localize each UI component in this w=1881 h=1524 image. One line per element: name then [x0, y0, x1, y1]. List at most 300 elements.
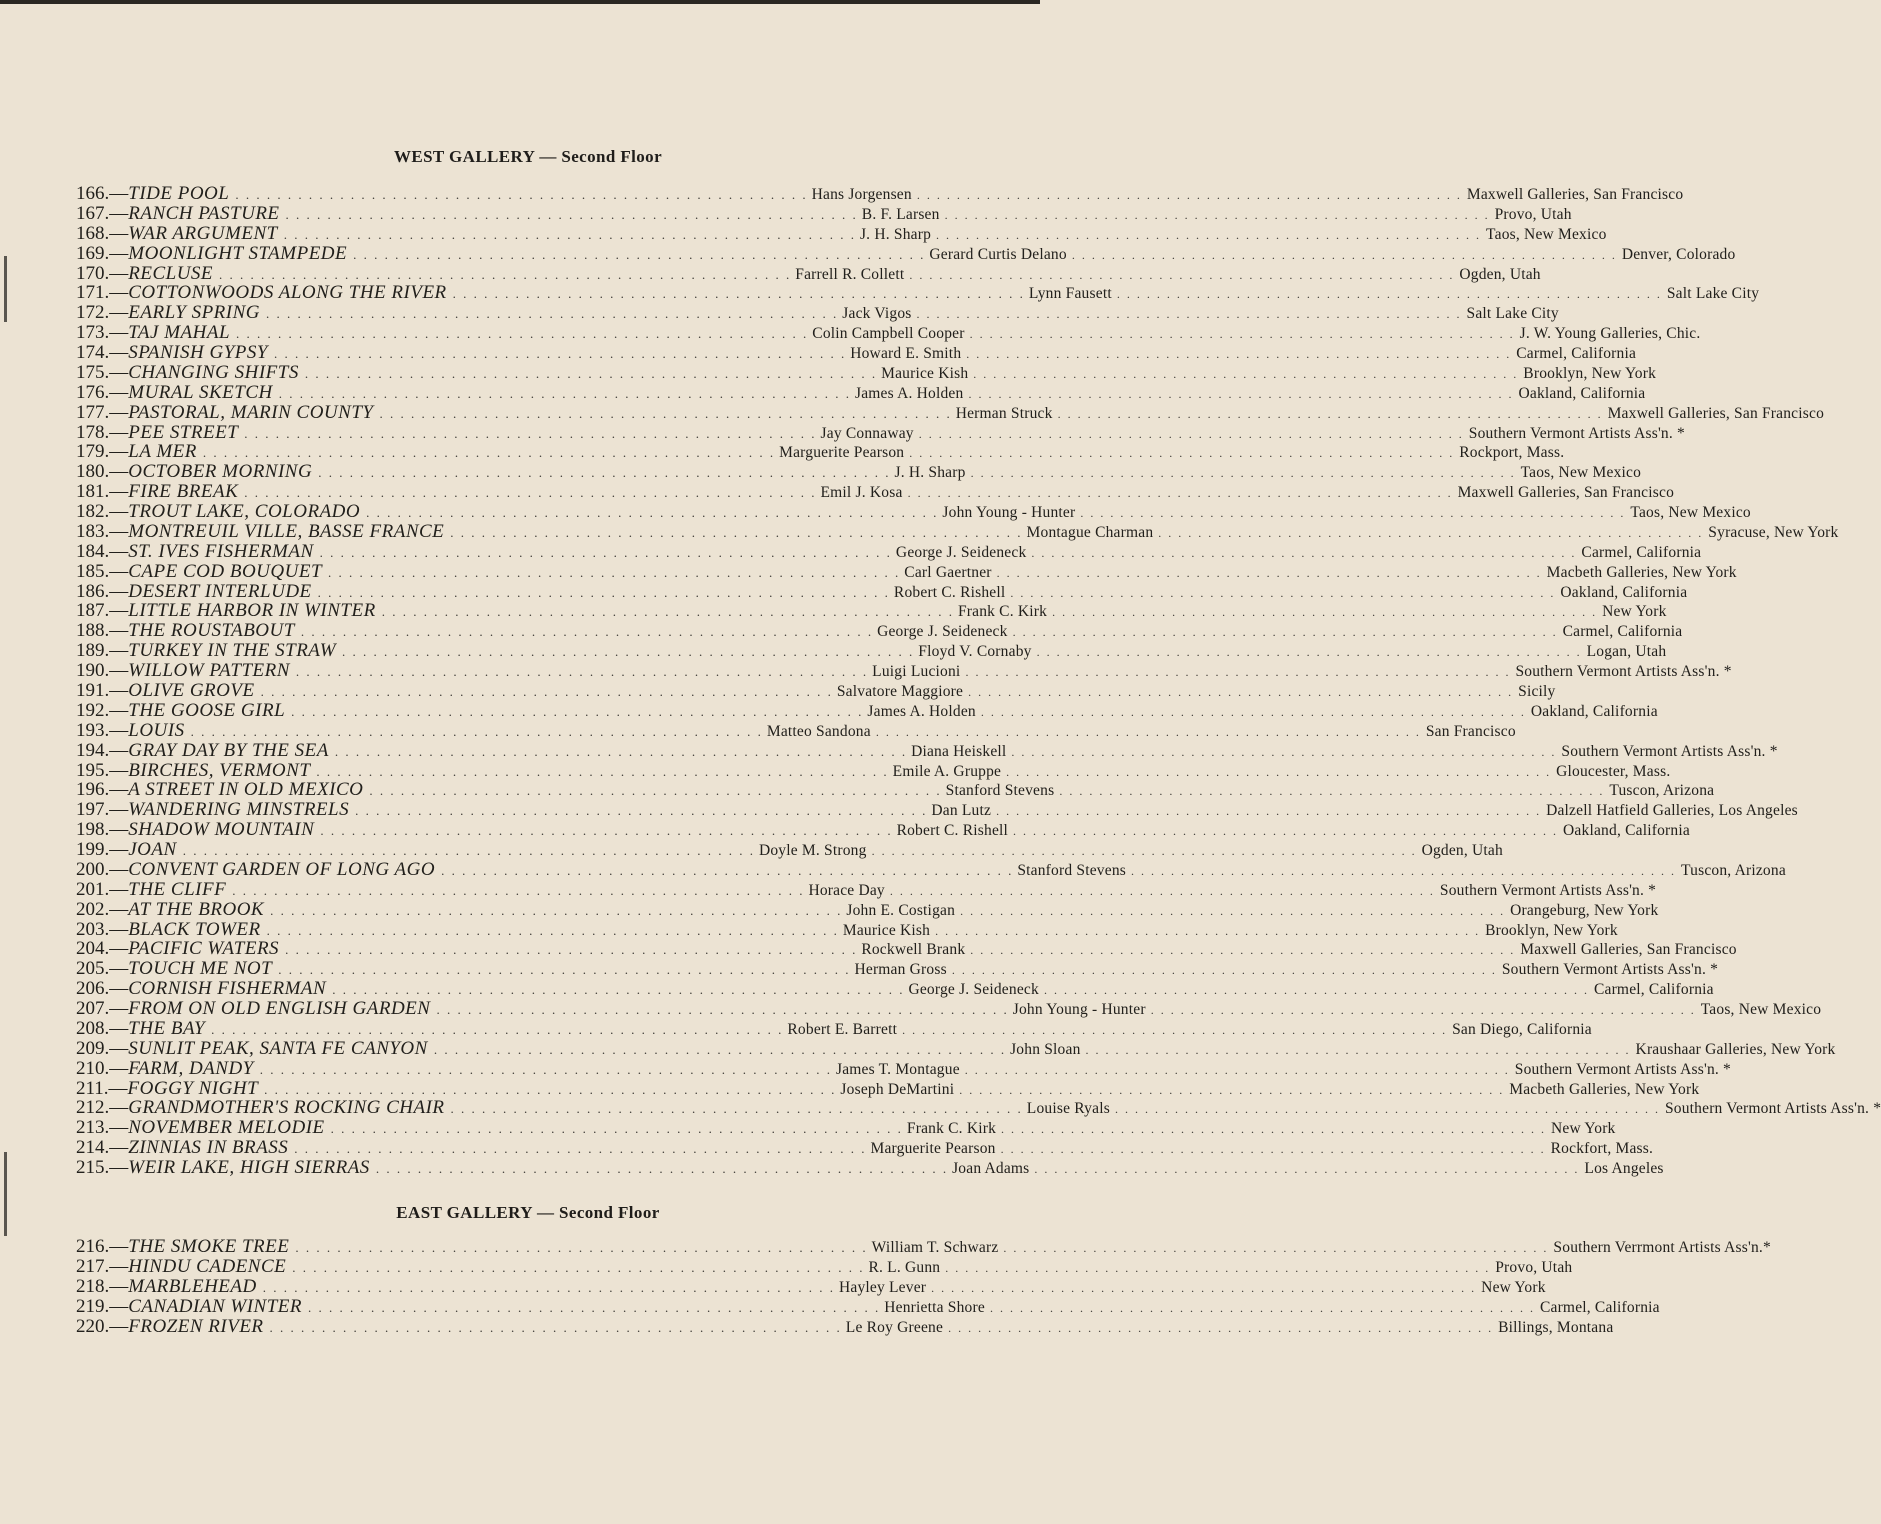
catalog-entry [76, 322, 1701, 344]
artist-location [779, 444, 1565, 462]
artist-name: Marguerite Pearson [779, 444, 905, 462]
leader-dots: . . . . . . . . . . . . . . . . . . . . . . . . . . . . . . . . . . . . . . . . . . . . . . . . . . . . . . . [295, 664, 869, 680]
artwork-title: WILLOW PATTERN [128, 660, 290, 682]
leader-dots: . . . . . . . . . . . . . . . . . . . . . . . . . . . . . . . . . . . . . . . . . . . . . . . . . . . . . . . [182, 843, 755, 859]
artwork-title: FROM ON OLD ENGLISH GARDEN [128, 998, 431, 1020]
leader-dots: . . . . . . . . . . . . . . . . . . . . . . . . . . . . . . . . . . . . . . . . . . . . . . . . . . . . . . . [1034, 1162, 1580, 1177]
artist-location-text: Dalzell Hatfield Galleries, Los Angeles [1546, 802, 1798, 820]
artwork-title: JOAN [128, 839, 177, 861]
heading-dash: — [536, 1203, 555, 1222]
artist-location-text: Brooklyn, New York [1485, 921, 1618, 939]
entry-dash: — [109, 1236, 129, 1257]
leader-dots: . . . . . . . . . . . . . . . . . . . . . . . . . . . . . . . . . . . . . . . . . . . . . . . . . . . . . . . [1057, 406, 1603, 421]
artist-location-text: San Francisco [1425, 722, 1516, 740]
entry-number: 179. [76, 441, 110, 463]
entry-dash: — [109, 839, 129, 861]
entry-number: 182. [76, 501, 110, 523]
leader-dots: . . . . . . . . . . . . . . . . . . . . . . . . . . . . . . . . . . . . . . . . . . . . . . . . . . . . . . . [353, 246, 926, 262]
leader-dots: . . . . . . . . . . . . . . . . . . . . . . . . . . . . . . . . . . . . . . . . . . . . . . . . . . . . . . . [916, 188, 1462, 202]
artist-name: Doyle M. Strong [758, 842, 867, 860]
leader-dots: . . . . . . . . . . . . . . . . . . . . . . . . . . . . . . . . . . . . . . . . . . . . . . . . . . . . . . . [369, 783, 942, 799]
catalog-entry [76, 1236, 1771, 1257]
entry-number: 168. [76, 222, 110, 244]
entry-dash: — [109, 819, 129, 841]
entry-dash: — [109, 719, 129, 741]
leader-dots: . . . . . . . . . . . . . . . . . . . . . . . . . . . . . . . . . . . . . . . . . . . . . . . . . . . . . . . [1071, 247, 1617, 262]
leader-dots: . . . . . . . . . . . . . . . . . . . . . . . . . . . . . . . . . . . . . . . . . . . . . . . . . . . . . . . [317, 584, 890, 600]
artist-location-text: Oakland, California [1518, 384, 1646, 402]
artist-location [955, 404, 1825, 423]
artwork-title: WANDERING MINSTRELS [128, 799, 350, 821]
artist-name: Salvatore Maggiore [836, 683, 964, 700]
artist-name: Jack Vigos [842, 305, 912, 323]
entry-number: 169. [76, 242, 110, 264]
entry-number: 209. [76, 1037, 110, 1059]
artist-name: John Young - Hunter [1012, 1001, 1146, 1019]
artist-name: John Sloan [1010, 1040, 1081, 1058]
leader-dots: . . . . . . . . . . . . . . . . . . . . . . . . . . . . . . . . . . . . . . . . . . . . . . . . . . . . . . . [1012, 625, 1558, 640]
leader-dots: . . . . . . . . . . . . . . . . . . . . . . . . . . . . . . . . . . . . . . . . . . . . . . . . . . . . . . . [970, 943, 1516, 958]
entry-dash: — [109, 858, 129, 880]
artist-name: Carl Gaertner [904, 563, 992, 581]
leader-dots: . . . . . . . . . . . . . . . . . . . . . . . . . . . . . . . . . . . . . . . . . . . . . . . . . . . . . . . [871, 844, 1417, 859]
catalog-entry [76, 242, 1736, 264]
leader-dots: . . . . . . . . . . . . . . . . . . . . . . . . . . . . . . . . . . . . . . . . . . . . . . . . . . . . . . . [266, 922, 839, 938]
entry-dash: — [109, 1017, 129, 1039]
entry-number: 180. [76, 461, 110, 483]
artist-name: Robert C. Rishell [893, 583, 1006, 601]
artwork-title: SHADOW MOUNTAIN [128, 819, 315, 841]
entry-number: 218. [76, 1276, 110, 1297]
artist-name: James A. Holden [867, 702, 976, 720]
artist-name: J. H. Sharp [859, 225, 932, 243]
artist-location [884, 1299, 1660, 1317]
artist-location [1026, 523, 1839, 542]
entry-number: 211. [76, 1077, 109, 1099]
artist-location [836, 683, 1556, 701]
artist-location-text: Provo, Utah [1495, 1259, 1573, 1276]
artwork-title: HINDU CADENCE [128, 1256, 287, 1277]
artist-location [868, 1259, 1573, 1277]
entry-number: 204. [76, 938, 110, 960]
leader-dots: . . . . . . . . . . . . . . . . . . . . . . . . . . . . . . . . . . . . . . . . . . . . . . . . . . . . . . . [295, 1240, 868, 1255]
artist-location-text: Oakland, California [1530, 702, 1658, 720]
artist-name: Emile A. Gruppe [892, 762, 1002, 780]
entry-number: 189. [76, 640, 110, 662]
artist-location-text: Southern Vermont Artists Ass'n. * [1664, 1100, 1881, 1118]
artist-location-text: Taos, New Mexico [1520, 464, 1642, 482]
entry-number: 187. [76, 600, 110, 622]
artist-name: Gerard Curtis Delano [929, 245, 1067, 263]
artist-name: James T. Montague [835, 1060, 960, 1078]
artwork-title: TAJ MAHAL [128, 322, 231, 344]
artist-location [861, 205, 1572, 224]
leader-dots: . . . . . . . . . . . . . . . . . . . . . . . . . . . . . . . . . . . . . . . . . . . . . . . . . . . . . . . [366, 505, 939, 521]
artwork-title: TURKEY IN THE STRAW [128, 640, 337, 662]
leader-dots: . . . . . . . . . . . . . . . . . . . . . . . . . . . . . . . . . . . . . . . . . . . . . . . . . . . . . . . [450, 1101, 1023, 1117]
catalog-entry [76, 520, 1839, 542]
artist-name: Howard E. Smith [850, 345, 962, 363]
artist-location [952, 1160, 1664, 1178]
artist-location-text: New York [1481, 1279, 1546, 1296]
artist-location-text: Macbeth Galleries, New York [1509, 1080, 1700, 1098]
artist-name: Stanford Stevens [945, 782, 1055, 800]
artist-location-text: Southern Vermont Artists Ass'n. * [1514, 1060, 1732, 1078]
catalog-entry [76, 620, 1683, 642]
artist-name: Diana Heiskell [911, 742, 1007, 760]
leader-dots: . . . . . . . . . . . . . . . . . . . . . . . . . . . . . . . . . . . . . . . . . . . . . . . . . . . . . . . [219, 266, 792, 282]
artist-name: Colin Campbell Cooper [812, 325, 965, 343]
entry-dash: — [109, 1316, 129, 1337]
entry-number: 197. [76, 799, 110, 821]
artwork-title: PASTORAL, MARIN COUNTY [128, 401, 374, 423]
artist-location-text: Taos, New Mexico [1700, 1001, 1822, 1019]
artwork-title: FOGGY NIGHT [127, 1077, 259, 1099]
entry-dash: — [109, 998, 129, 1020]
artist-location [881, 364, 1657, 383]
entry-dash: — [109, 222, 129, 244]
artist-name: Frank C. Kirk [906, 1120, 997, 1138]
artist-location-text: Southern Vermont Artists Ass'n. * [1561, 742, 1778, 760]
artist-location [906, 1120, 1616, 1138]
artist-location-text: Syracuse, New York [1708, 523, 1839, 541]
entry-dash: — [109, 441, 129, 463]
artwork-title: NOVEMBER MELODIE [128, 1117, 325, 1139]
catalog-entry [76, 680, 1556, 701]
catalog-entry [76, 878, 1657, 900]
entry-dash: — [109, 501, 129, 523]
entry-dash: — [109, 1117, 129, 1139]
artist-location-text: Denver, Colorado [1621, 245, 1736, 263]
entry-number: 196. [76, 779, 110, 801]
artist-name: George J. Seideneck [895, 543, 1027, 561]
entry-number: 205. [76, 958, 110, 980]
floor-label: Second Floor [559, 1203, 660, 1222]
entry-number: 174. [76, 342, 110, 364]
leader-dots: . . . . . . . . . . . . . . . . . . . . . . . . . . . . . . . . . . . . . . . . . . . . . . . . . . . . . . . [968, 685, 1514, 699]
entry-dash: — [109, 262, 129, 284]
artist-name: Herman Gross [854, 961, 947, 979]
artist-name: Montague Charman [1026, 523, 1154, 541]
artist-location [842, 921, 1618, 940]
catalog-entry [76, 1296, 1660, 1317]
catalog-entry [76, 739, 1778, 761]
artist-location [894, 464, 1642, 482]
catalog-entry [76, 799, 1798, 821]
artist-location-text: Orangeburg, New York [1510, 901, 1659, 919]
artist-location-text: Sicily [1518, 683, 1556, 700]
leader-dots: . . . . . . . . . . . . . . . . . . . . . . . . . . . . . . . . . . . . . . . . . . . . . . . . . . . . . . . [902, 1022, 1448, 1037]
artist-location [795, 265, 1541, 284]
entry-dash: — [109, 1137, 129, 1159]
catalog-entry [76, 660, 1732, 682]
artist-name: B. F. Larsen [861, 205, 940, 223]
entry-number: 195. [76, 759, 110, 781]
artist-name: Matteo Sandona [766, 722, 871, 740]
catalog-entry [76, 361, 1657, 383]
leader-dots: . . . . . . . . . . . . . . . . . . . . . . . . . . . . . . . . . . . . . . . . . . . . . . . . . . . . . . . [270, 902, 843, 918]
artist-location-text: Southern Vermont Artists Ass'n. * [1501, 961, 1719, 979]
leader-dots: . . . . . . . . . . . . . . . . . . . . . . . . . . . . . . . . . . . . . . . . . . . . . . . . . . . . . . . [236, 326, 809, 342]
leader-dots: . . . . . . . . . . . . . . . . . . . . . . . . . . . . . . . . . . . . . . . . . . . . . . . . . . . . . . . [264, 1081, 837, 1097]
leader-dots: . . . . . . . . . . . . . . . . . . . . . . . . . . . . . . . . . . . . . . . . . . . . . . . . . . . . . . . [342, 644, 915, 660]
entry-dash: — [109, 401, 129, 423]
entry-number: 188. [76, 620, 110, 642]
entry-number: 178. [76, 421, 110, 443]
catalog-entry [76, 1157, 1664, 1179]
artwork-title: LOUIS [128, 719, 185, 741]
leader-dots: . . . . . . . . . . . . . . . . . . . . . . . . . . . . . . . . . . . . . . . . . . . . . . . . . . . . . . . [968, 386, 1514, 401]
catalog-entry [76, 421, 1685, 443]
entry-dash: — [109, 978, 129, 1000]
artist-name: Robert E. Barrett [787, 1020, 898, 1038]
artist-location-text: Ogden, Utah [1421, 842, 1503, 860]
catalog-entry [76, 978, 1714, 1000]
leader-dots: . . . . . . . . . . . . . . . . . . . . . . . . . . . . . . . . . . . . . . . . . . . . . . . . . . . . . . . [1085, 1042, 1631, 1057]
artist-location-text: Taos, New Mexico [1486, 225, 1607, 243]
catalog-entry [76, 1037, 1836, 1059]
artist-location-text: Maxwell Galleries, San Francisco [1457, 484, 1675, 502]
catalog-entry [76, 262, 1541, 284]
artist-location [1012, 1001, 1822, 1019]
catalog-entry [76, 302, 1559, 324]
artwork-title: FROZEN RIVER [128, 1316, 264, 1337]
artwork-title: CORNISH FISHERMAN [128, 978, 327, 1000]
artist-name: Dan Lutz [931, 802, 992, 820]
entry-dash: — [109, 361, 129, 383]
artist-location-text: Southern Vermont Artists Ass'n. * [1468, 424, 1685, 442]
entry-dash: — [109, 1276, 129, 1297]
artist-location [931, 802, 1798, 820]
artist-location [812, 325, 1701, 343]
artwork-title: ZINNIAS IN BRASS [128, 1137, 289, 1159]
leader-dots: . . . . . . . . . . . . . . . . . . . . . . . . . . . . . . . . . . . . . . . . . . . . . . . . . . . . . . . [244, 485, 817, 501]
artist-location-text: Oakland, California [1560, 583, 1688, 601]
section-heading [0, 147, 1056, 167]
artist-location [811, 186, 1684, 204]
entry-dash: — [109, 759, 129, 781]
entry-number: 219. [76, 1296, 110, 1317]
leader-dots: . . . . . . . . . . . . . . . . . . . . . . . . . . . . . . . . . . . . . . . . . . . . . . . . . . . . . . . [269, 1320, 842, 1335]
entry-number: 207. [76, 998, 110, 1020]
artist-name: Stanford Stevens [1017, 861, 1127, 879]
artwork-title: BIRCHES, VERMONT [128, 759, 311, 781]
entry-dash: — [109, 640, 129, 662]
entry-number: 175. [76, 361, 110, 383]
artist-location [892, 762, 1671, 781]
entry-number: 191. [76, 680, 110, 701]
artist-location [859, 225, 1607, 244]
catalog-entry [76, 1117, 1616, 1139]
artist-name: Joseph DeMartini [840, 1080, 955, 1098]
leader-dots: . . . . . . . . . . . . . . . . . . . . . . . . . . . . . . . . . . . . . . . . . . . . . . . . . . . . . . . [945, 1261, 1491, 1275]
entry-number: 220. [76, 1316, 110, 1337]
leader-dots: . . . . . . . . . . . . . . . . . . . . . . . . . . . . . . . . . . . . . . . . . . . . . . . . . . . . . . . [1011, 744, 1557, 759]
entry-dash: — [109, 938, 129, 960]
catalog-entry [76, 839, 1503, 861]
artist-name: Maurice Kish [881, 364, 969, 382]
entry-dash: — [109, 461, 129, 483]
entry-number: 171. [76, 282, 110, 304]
artist-location-text: New York [1602, 603, 1667, 621]
artist-name: Rockwell Brank [861, 941, 966, 959]
catalog-entry [76, 1017, 1592, 1039]
leader-dots: . . . . . . . . . . . . . . . . . . . . . . . . . . . . . . . . . . . . . . . . . . . . . . . . . . . . . . . [1116, 287, 1662, 302]
leader-dots: . . . . . . . . . . . . . . . . . . . . . . . . . . . . . . . . . . . . . . . . . . . . . . . . . . . . . . . [273, 346, 847, 362]
entry-dash: — [108, 1077, 128, 1099]
entry-number: 212. [76, 1097, 110, 1119]
entry-number: 170. [76, 262, 110, 284]
artwork-title: MARBLEHEAD [128, 1276, 257, 1297]
leader-dots: . . . . . . . . . . . . . . . . . . . . . . . . . . . . . . . . . . . . . . . . . . . . . . . . . . . . . . . [283, 226, 856, 242]
catalog-entry [76, 938, 1737, 960]
leader-dots: . . . . . . . . . . . . . . . . . . . . . . . . . . . . . . . . . . . . . . . . . . . . . . . . . . . . . . . [1114, 1102, 1660, 1117]
leader-dots: . . . . . . . . . . . . . . . . . . . . . . . . . . . . . . . . . . . . . . . . . . . . . . . . . . . . . . . [1010, 585, 1556, 600]
artist-location [766, 722, 1516, 741]
leader-dots: . . . . . . . . . . . . . . . . . . . . . . . . . . . . . . . . . . . . . . . . . . . . . . . . . . . . . . . [916, 307, 1462, 322]
leader-dots: . . . . . . . . . . . . . . . . . . . . . . . . . . . . . . . . . . . . . . . . . . . . . . . . . . . . . . . [918, 426, 1464, 441]
entry-dash: — [109, 481, 129, 503]
floor-label: Second Floor [561, 147, 663, 166]
entry-dash: — [109, 202, 129, 224]
entry-dash: — [109, 958, 129, 980]
artist-location [895, 543, 1702, 562]
leader-dots: . . . . . . . . . . . . . . . . . . . . . . . . . . . . . . . . . . . . . . . . . . . . . . . . . . . . . . . [294, 1141, 867, 1157]
catalog-entry [76, 918, 1618, 940]
artist-location [758, 842, 1503, 860]
entry-dash: — [109, 739, 129, 761]
catalog-entry [76, 998, 1822, 1020]
leader-dots: . . . . . . . . . . . . . . . . . . . . . . . . . . . . . . . . . . . . . . . . . . . . . . . . . . . . . . . [304, 365, 878, 381]
artwork-title: CONVENT GARDEN OF LONG AGO [128, 858, 436, 880]
artist-location-text: Kraushaar Galleries, New York [1635, 1040, 1836, 1058]
leader-dots: . . . . . . . . . . . . . . . . . . . . . . . . . . . . . . . . . . . . . . . . . . . . . . . . . . . . . . . [328, 564, 901, 580]
entry-dash: — [109, 1097, 129, 1119]
leader-dots: . . . . . . . . . . . . . . . . . . . . . . . . . . . . . . . . . . . . . . . . . . . . . . . . . . . . . . . [1031, 545, 1577, 560]
leader-dots: . . . . . . . . . . . . . . . . . . . . . . . . . . . . . . . . . . . . . . . . . . . . . . . . . . . . . . . [278, 385, 851, 401]
artwork-title: GRAY DAY BY THE SEA [128, 739, 329, 761]
entry-dash: — [109, 600, 129, 622]
artist-location-text: Taos, New Mexico [1630, 504, 1751, 522]
catalog-entry [76, 600, 1667, 622]
catalog-entry [76, 481, 1675, 503]
leader-dots: . . . . . . . . . . . . . . . . . . . . . . . . . . . . . . . . . . . . . . . . . . . . . . . . . . . . . . . [452, 286, 1025, 302]
artist-location-text: Salt Lake City [1666, 285, 1760, 303]
leader-dots: . . . . . . . . . . . . . . . . . . . . . . . . . . . . . . . . . . . . . . . . . . . . . . . . . . . . . . . [1001, 1122, 1547, 1137]
entry-dash: — [109, 878, 129, 900]
artist-name: Floyd V. Cornaby [918, 643, 1032, 661]
artist-location-text: Southern Vermont Artists Ass'n. * [1515, 663, 1732, 681]
leader-dots: . . . . . . . . . . . . . . . . . . . . . . . . . . . . . . . . . . . . . . . . . . . . . . . . . . . . . . . [266, 306, 839, 322]
catalog-entry [76, 719, 1516, 741]
artwork-title: FIRE BREAK [128, 481, 239, 503]
leader-dots: . . . . . . . . . . . . . . . . . . . . . . . . . . . . . . . . . . . . . . . . . . . . . . . . . . . . . . . [202, 445, 776, 461]
artwork-title: RECLUSE [128, 262, 214, 284]
entry-number: 173. [76, 322, 110, 344]
artwork-title: THE GOOSE GIRL [128, 699, 286, 721]
leader-dots: . . . . . . . . . . . . . . . . . . . . . . . . . . . . . . . . . . . . . . . . . . . . . . . . . . . . . . . [259, 1061, 832, 1077]
artist-name: John Young - Hunter [942, 504, 1076, 522]
leader-dots: . . . . . . . . . . . . . . . . . . . . . . . . . . . . . . . . . . . . . . . . . . . . . . . . . . . . . . . [330, 1121, 903, 1137]
entry-number: 185. [76, 560, 110, 582]
artist-location [854, 961, 1719, 979]
artist-location-text: Carmel, California [1593, 981, 1714, 999]
artwork-title: THE SMOKE TREE [128, 1236, 290, 1257]
entry-dash: — [109, 918, 129, 940]
artwork-title: GRANDMOTHER'S ROCKING CHAIR [128, 1097, 445, 1119]
artist-location [942, 504, 1751, 522]
artwork-title: WAR ARGUMENT [128, 222, 278, 244]
catalog-entry [76, 1316, 1614, 1337]
artist-location-text: Rockfort, Mass. [1550, 1140, 1654, 1158]
entry-dash: — [109, 282, 129, 304]
artist-location [1026, 1100, 1881, 1118]
entry-dash: — [109, 342, 129, 364]
catalog-entry [76, 1057, 1732, 1079]
artist-name: George J. Seideneck [877, 623, 1008, 641]
artist-name: Herman Struck [955, 404, 1053, 422]
artist-name: Luigi Lucioni [872, 663, 961, 681]
artwork-title: DESERT INTERLUDE [128, 580, 312, 602]
leader-dots: . . . . . . . . . . . . . . . . . . . . . . . . . . . . . . . . . . . . . . . . . . . . . . . . . . . . . . . [909, 267, 1455, 282]
artist-name: John E. Costigan [846, 901, 956, 919]
leader-dots: . . . . . . . . . . . . . . . . . . . . . . . . . . . . . . . . . . . . . . . . . . . . . . . . . . . . . . . [381, 604, 954, 620]
leader-dots: . . . . . . . . . . . . . . . . . . . . . . . . . . . . . . . . . . . . . . . . . . . . . . . . . . . . . . . [316, 763, 889, 779]
catalog-entry [76, 779, 1715, 801]
artwork-title: MOONLIGHT STAMPEDE [128, 242, 348, 264]
leader-dots: . . . . . . . . . . . . . . . . . . . . . . . . . . . . . . . . . . . . . . . . . . . . . . . . . . . . . . . [966, 347, 1512, 362]
entry-dash: — [109, 560, 129, 582]
entry-dash: — [109, 302, 129, 324]
leader-dots: . . . . . . . . . . . . . . . . . . . . . . . . . . . . . . . . . . . . . . . . . . . . . . . . . . . . . . . [1006, 764, 1552, 779]
artist-name: Robert C. Rishell [896, 822, 1009, 840]
catalog-entry [76, 342, 1637, 364]
artist-location [820, 424, 1685, 443]
artist-location [918, 643, 1667, 661]
artwork-title: EARLY SPRING [128, 302, 261, 324]
leader-dots: . . . . . . . . . . . . . . . . . . . . . . . . . . . . . . . . . . . . . . . . . . . . . . . . . . . . . . . [948, 1321, 1494, 1335]
leader-dots: . . . . . . . . . . . . . . . . . . . . . . . . . . . . . . . . . . . . . . . . . . . . . . . . . . . . . . . [375, 1161, 949, 1177]
artwork-title: SPANISH GYPSY [128, 342, 268, 364]
catalog-entry [76, 560, 1737, 582]
artist-location [840, 1080, 1700, 1099]
leader-dots: . . . . . . . . . . . . . . . . . . . . . . . . . . . . . . . . . . . . . . . . . . . . . . . . . . . . . . . [190, 723, 763, 739]
artist-location [835, 1060, 1732, 1079]
artist-location-text: Salt Lake City [1466, 305, 1559, 323]
artist-location-text: Los Angeles [1584, 1160, 1664, 1178]
entry-number: 199. [76, 839, 110, 861]
artist-location-text: Brooklyn, New York [1523, 364, 1657, 382]
artist-location [945, 782, 1715, 800]
leader-dots: . . . . . . . . . . . . . . . . . . . . . . . . . . . . . . . . . . . . . . . . . . . . . . . . . . . . . . . [211, 1021, 784, 1037]
artwork-title: CAPE COD BOUQUET [128, 560, 323, 582]
artwork-title: COTTONWOODS ALONG THE RIVER [128, 282, 447, 304]
artist-location [850, 345, 1637, 363]
artwork-title: RANCH PASTURE [128, 202, 280, 224]
leader-dots: . . . . . . . . . . . . . . . . . . . . . . . . . . . . . . . . . . . . . . . . . . . . . . . . . . . . . . . [931, 1281, 1477, 1295]
catalog-entry [76, 401, 1825, 423]
artwork-title: ST. IVES FISHERMAN [128, 540, 314, 562]
entry-dash: — [109, 580, 129, 602]
entry-dash: — [109, 660, 129, 682]
artist-location-text: Provo, Utah [1494, 205, 1572, 223]
entry-number: 206. [76, 978, 110, 1000]
catalog-entry [76, 699, 1658, 721]
entry-number: 166. [76, 183, 110, 204]
entry-dash: — [109, 699, 129, 721]
entry-number: 217. [76, 1256, 110, 1277]
leader-dots: . . . . . . . . . . . . . . . . . . . . . . . . . . . . . . . . . . . . . . . . . . . . . . . . . . . . . . . [441, 862, 1014, 878]
